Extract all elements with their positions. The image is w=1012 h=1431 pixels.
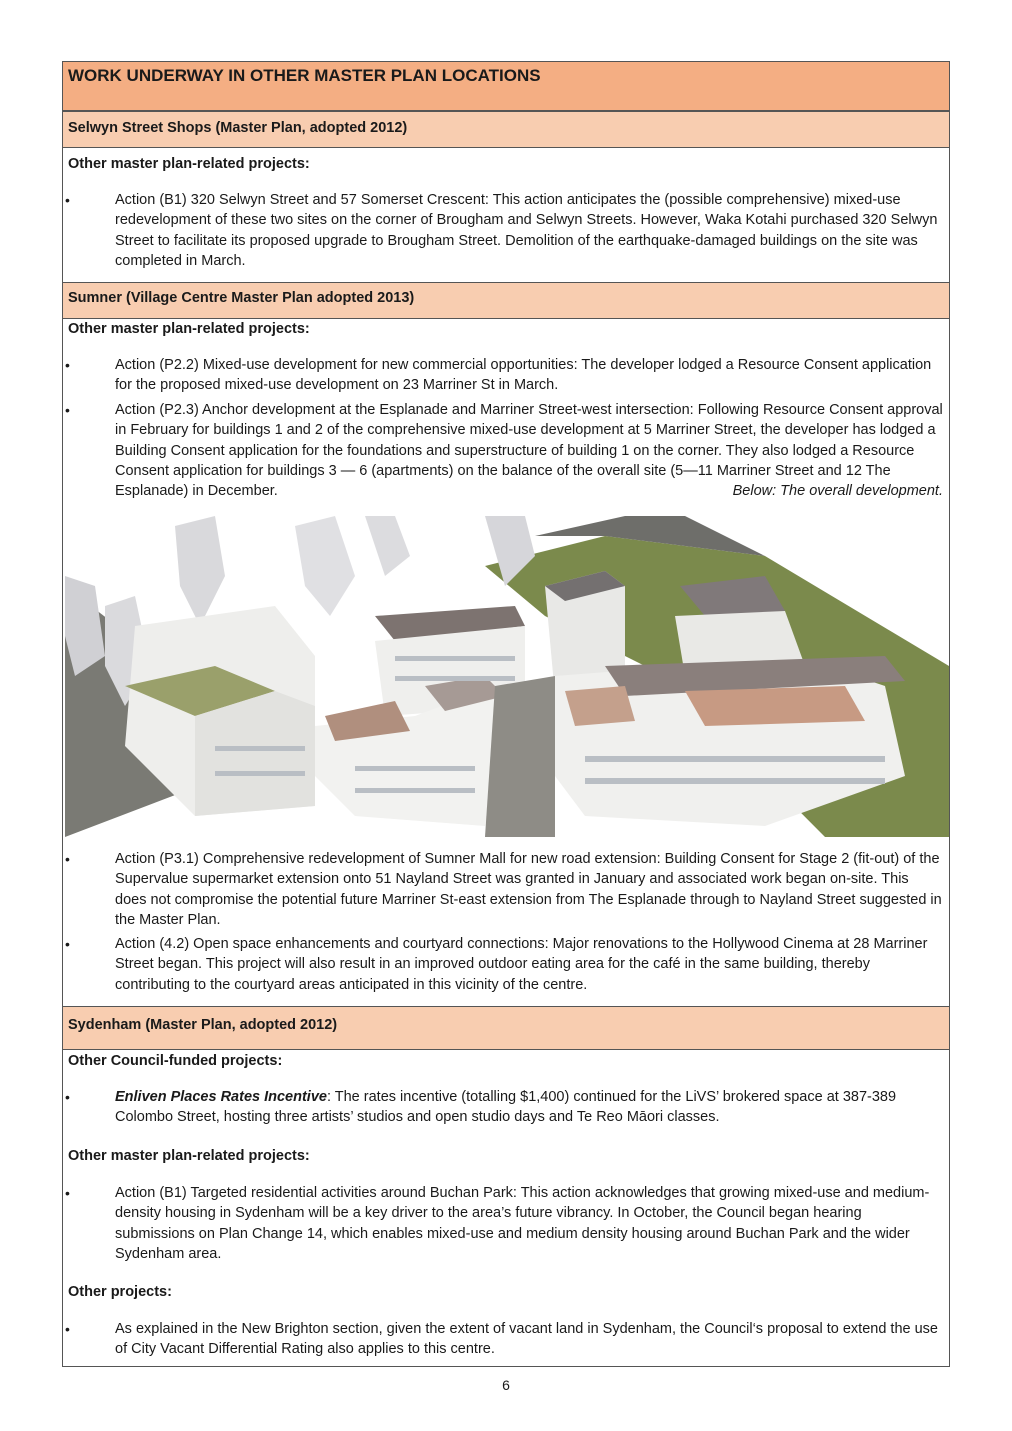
bullet-icon: •	[65, 936, 70, 952]
bullet-icon: •	[65, 192, 70, 208]
content-table	[62, 61, 950, 1367]
bullet-icon: •	[65, 357, 70, 373]
bullet-text: As explained in the New Brighton section, given the extent of vacant land in Sydenham, the Council‘s proposal to extend the use of City Vacant Differential Rating also applies to this centre.	[115, 1321, 938, 1358]
section-header-selwyn: Selwyn Street Shops (Master Plan, adopted 2012)	[63, 111, 949, 148]
image-caption: Below: The overall development.	[732, 483, 943, 500]
bullet-text: Action (4.2) Open space enhancements and courtyard connections: Major renovations to the Hollywood Cinema at 28 Marriner Street began. This project will also result in an improved outdoor eating area for the café in the same building, thereby contributing to the courtyard areas anticipated in this vicinity of the centre.	[115, 936, 928, 993]
section-header-sydenham: Sydenham (Master Plan, adopted 2012)	[63, 1006, 949, 1050]
bullet-text	[115, 1087, 943, 1128]
bullet-text	[115, 400, 943, 501]
subheading-sydenham-council-funded: Other Council-funded projects:	[68, 1053, 283, 1069]
subheading-other-projects: Other projects:	[68, 1284, 172, 1300]
bullet-icon: •	[65, 1089, 70, 1105]
bullet-title: Enliven Places Rates Incentive	[115, 1089, 327, 1105]
main-header: WORK UNDERWAY IN OTHER MASTER PLAN LOCATIONS	[63, 62, 949, 111]
page-number: 6	[502, 1377, 510, 1393]
bullet-text: Action (P3.1) Comprehensive redevelopment of Sumner Mall for new road extension: Building Consent for Stage 2 (fit-out) of the Supervalue supermarket extension onto 51 Nayland Street was granted in January and associated work began on-site. This does not compromise the potential future Marriner St-east extension from The Esplanade through to Nayland Street suggested in the Master Plan.	[115, 851, 942, 928]
bullet-icon: •	[65, 851, 70, 867]
development-rendering-image	[65, 516, 949, 837]
section-header-sumner: Sumner (Village Centre Master Plan adopted 2013)	[63, 282, 949, 319]
bullet-text-body: : The rates incentive (totalling $1,400) continued for the LiVS’ brokered space at 387-389 Colombo Street, hosting three artists’ studios and open studio days and Te Reo Māori classes.	[115, 1089, 897, 1126]
subheading-selwyn-projects: Other master plan-related projects:	[68, 156, 310, 172]
bullet-text-body: Action (P2.3) Anchor development at the Esplanade and Marriner Street-west intersection: Following Resource Consent approval in February for buildings 1 and 2 of the comprehensive mixed-use development at 5 Marriner Street, the developer has lodged a Building Consent application for the foundations and superstructure of building 1 on the corner. They also lodged a Resource Consent application for buildings 3 — 6 (apartments) on the balance of the overall site (5—11 Marriner Street and 12 The Esplanade) in December.	[115, 402, 943, 500]
bullet-icon: •	[65, 402, 70, 418]
bullet-text: Action (B1) Targeted residential activities around Buchan Park: This action acknowledges that growing mixed-use and medium-density housing in Sydenham will be a key driver to the area’s future vibrancy. In October, the Council began hearing submissions on Plan Change 14, which enables mixed-use and medium density housing around Buchan Park and the wider Sydenham area.	[115, 1185, 930, 1262]
bullet-text: Action (B1) 320 Selwyn Street and 57 Somerset Crescent: This action anticipates the (possible comprehensive) mixed-use redevelopment of these two sites on the corner of Brougham and Selwyn Streets. However, Waka Kotahi purchased 320 Selwyn Street to facilitate its proposed upgrade to Brougham Street. Demolition of the earthquake-damaged buildings on the site was completed in March.	[115, 192, 938, 269]
bullet-icon: •	[65, 1185, 70, 1201]
subheading-sydenham-projects: Other master plan-related projects:	[68, 1148, 310, 1164]
bullet-text: Action (P2.2) Mixed-use development for new commercial opportunities: The developer lodged a Resource Consent application for the proposed mixed-use development on 23 Marriner St in March.	[115, 357, 932, 394]
subheading-sumner-projects: Other master plan-related projects:	[68, 321, 310, 337]
bullet-icon: •	[65, 1321, 70, 1337]
